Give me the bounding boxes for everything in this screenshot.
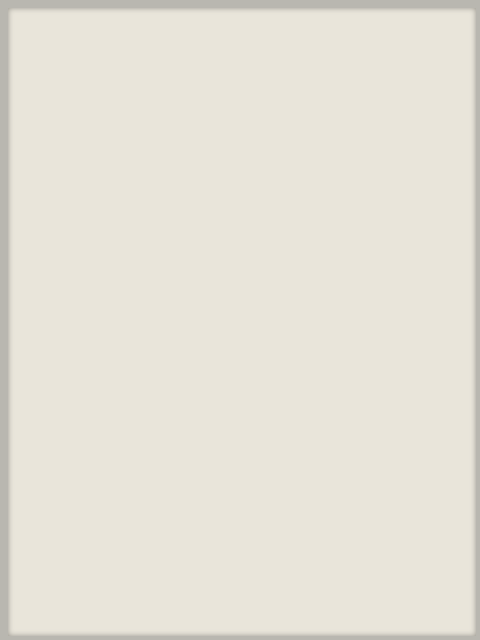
table-grid <box>8 8 476 636</box>
document-page <box>8 8 476 636</box>
